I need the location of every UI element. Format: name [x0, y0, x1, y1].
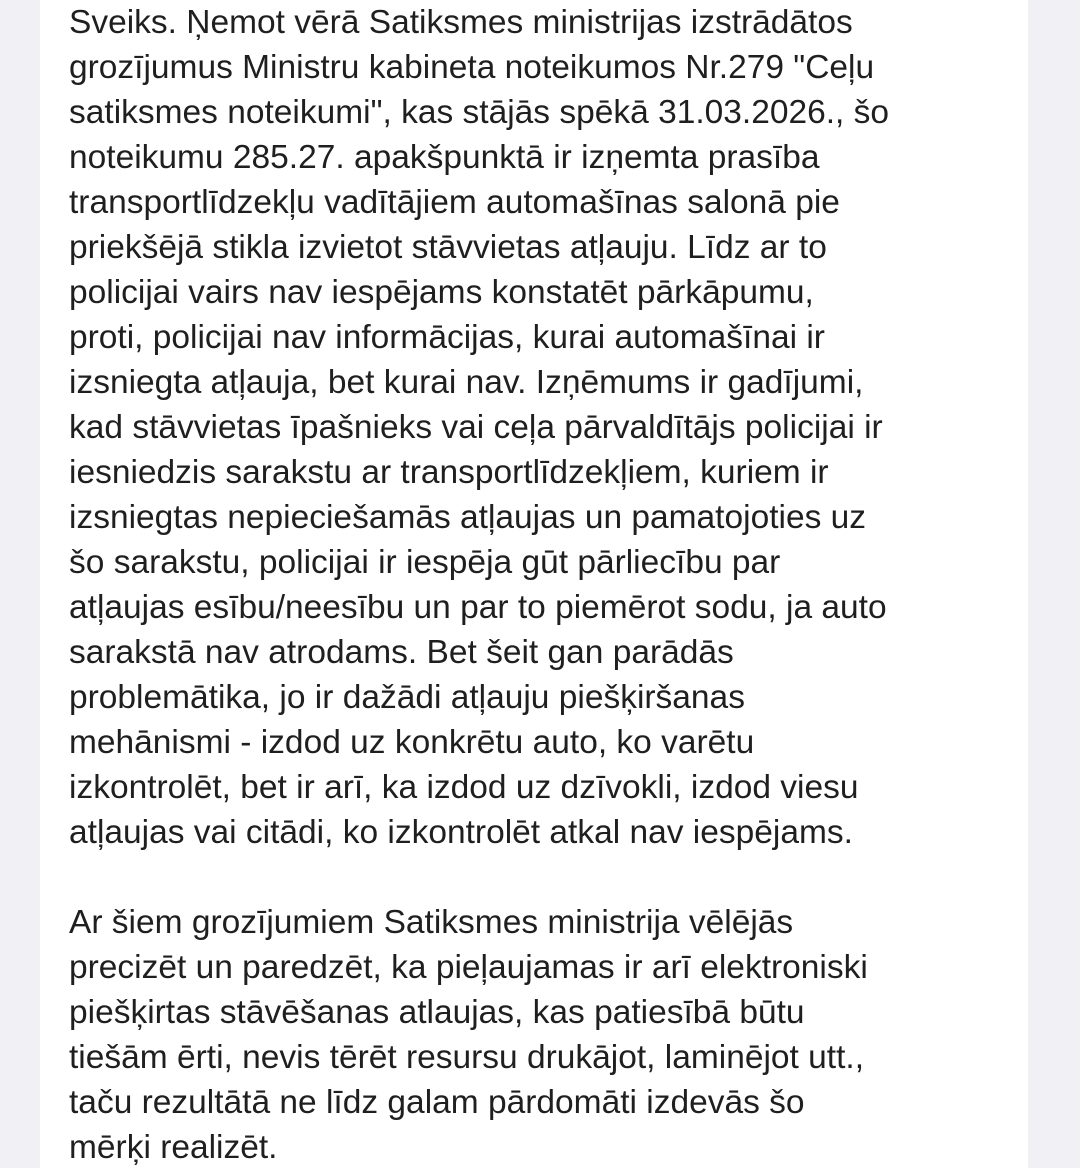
text-line: piešķirtas stāvēšanas atlaujas, kas patiesībā būtu	[69, 994, 805, 1031]
text-line: satiksmes noteikumi", kas stājās spēkā 31.03.2026., šo	[69, 94, 890, 131]
text-line: atļaujas esību/neesību un par to piemērot sodu, ja auto	[69, 589, 887, 626]
text-line: precizēt un paredzēt, ka pieļaujamas ir arī elektroniski	[69, 949, 868, 986]
text-line: taču rezultātā ne līdz galam pārdomāti izdevās šo	[69, 1084, 805, 1121]
text-line: transportlīdzekļu vadītājiem automašīnas salonā pie	[69, 184, 840, 221]
text-line: izsniegta atļauja, bet kurai nav. Izņēmums ir gadījumi,	[69, 364, 864, 401]
text-line: izsniegtas nepieciešamās atļaujas un pamatojoties uz	[69, 499, 867, 536]
text-line: noteikumu 285.27. apakšpunktā ir izņemta prasība	[69, 139, 820, 176]
text-line: priekšējā stikla izvietot stāvvietas atļauju. Līdz ar to	[69, 229, 827, 266]
text-line: mehānismi - izdod uz konkrētu auto, ko varētu	[69, 724, 755, 761]
text-line: policijai vairs nav iespējams konstatēt pārkāpumu,	[69, 274, 814, 311]
text-line: izkontrolēt, bet ir arī, ka izdod uz dzīvokli, izdod viesu	[69, 769, 859, 806]
text-line: problemātika, jo ir dažādi atļauju piešķiršanas	[69, 679, 745, 716]
paragraph-2	[69, 900, 1024, 1168]
text-line: mērķi realizēt.	[69, 1129, 278, 1166]
text-line: Sveiks. Ņemot vērā Satiksmes ministrijas izstrādātos	[69, 4, 853, 41]
text-line: iesniedzis sarakstu ar transportlīdzekļiem, kuriem ir	[69, 454, 829, 491]
text-line: Ar šiem grozījumiem Satiksmes ministrija vēlējās	[69, 904, 794, 941]
text-line: šo sarakstu, policijai ir iespēja gūt pārliecību par	[69, 544, 781, 581]
paragraph-1	[69, 0, 1024, 855]
text-line: proti, policijai nav informācijas, kurai automašīnai ir	[69, 319, 825, 356]
text-line: sarakstā nav atrodams. Bet šeit gan parādās	[69, 634, 734, 671]
text-line: atļaujas vai citādi, ko izkontrolēt atkal nav iespējams.	[69, 814, 853, 851]
paragraph-gap	[69, 855, 1024, 900]
message-body	[69, 0, 1024, 1168]
text-line: tiešām ērti, nevis tērēt resursu drukājot, laminējot utt.,	[69, 1039, 865, 1076]
text-line: grozījumus Ministru kabineta noteikumos Nr.279 "Ceļu	[69, 49, 875, 86]
text-line: kad stāvvietas īpašnieks vai ceļa pārvaldītājs policijai ir	[69, 409, 883, 446]
